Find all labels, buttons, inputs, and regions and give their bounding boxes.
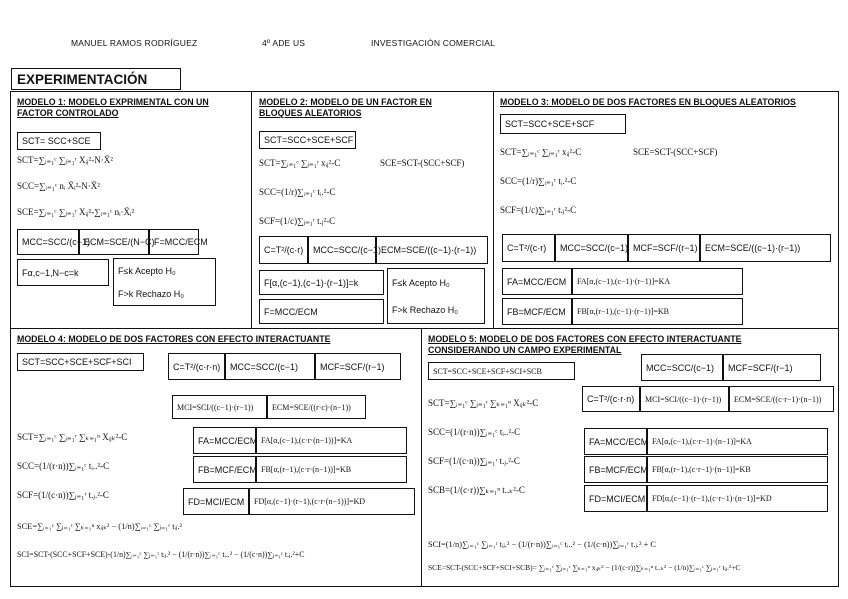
m1-reject-rule: F>k Rechazo H₀: [118, 288, 185, 299]
m2-fcrit-box: F[α,(c−1),(c−1)·(r−1)]=k: [259, 270, 384, 295]
m4-fd-crit-box: FD[α,(c−1)·(r−1),(c·r·(n−1))]=KD: [249, 488, 415, 515]
m4-scc-formula: SCC=(1/(r·n))∑ᵢ₌₁ᶜ tᵢ..²-C: [17, 461, 110, 471]
m2-scc-formula: SCC=(1/r)∑ᵢ₌₁ᶜ tᵢ.²-C: [259, 187, 336, 197]
m2-decision-box: [387, 268, 485, 324]
m2-c-box: C=T²/(c·r): [259, 236, 308, 264]
m1-ecm-box: ECM=SCE/(N−C): [79, 229, 149, 255]
m1-accept-rule: F≤k Acepto H₀: [118, 265, 176, 276]
m3-scf-formula: SCF=(1/c)∑ⱼ₌₁ʳ t.ⱼ²-C: [500, 205, 577, 215]
m2-title: MODELO 2: MODELO DE UN FACTOR EN BLOQUES ALEATORIOS: [259, 97, 432, 118]
m3-fa-box: FA=MCC/ECM: [502, 268, 572, 295]
m3-scc-formula: SCC=(1/r)∑ᵢ₌₁ᶜ tᵢ.²-C: [500, 176, 577, 186]
m1-fcrit-box: Fα,c−1,N−c=k: [17, 259, 109, 286]
m3-ecm-box: ECM=SCE/((c−1)·(r−1)): [700, 234, 831, 262]
m4-sce-formula: SCE=∑ᵢ₌₁ᶜ ∑ⱼ₌₁ʳ ∑ₖ₌₁ⁿ xᵢⱼₖ² − (1/n)∑ᵢ₌₁ᶜ ∑ⱼ₌₁ʳ tᵢⱼ.²: [17, 522, 182, 531]
m5-mcf-box: MCF=SCF/(r−1): [723, 354, 821, 381]
m3-title: MODELO 3: MODELO DE DOS FACTORES EN BLOQUES ALEATORIOS: [500, 97, 796, 107]
m5-sce-formula: SCE=SCT-(SCC+SCF+SCI+SCB)= ∑ᵢ₌₁ᶜ ∑ⱼ₌₁ʳ ∑ₖ₌₁ⁿ xᵢⱼₖ² − (1/(c·r))∑ₖ₌₁ⁿ t..ₖ² − (1/n)∑ᵢ₌₁ᶜ ∑ⱼ₌₁ʳ tᵢⱼ.²+C: [428, 563, 741, 572]
m2-accept-rule: F≤k Acepto H₀: [392, 277, 450, 288]
m3-fa-crit-box: FA[α,(c−1),(c−1)·(r−1)]=KA: [572, 268, 743, 295]
m4-mcf-box: MCF=SCF/(r−1): [315, 353, 401, 380]
m5-fa-crit-box: FA[α,(c−1),(c·r−1)·(n−1)]=KA: [647, 428, 828, 455]
m5-mci-box: MCI=SCI/((c−1)·(r−1)): [640, 386, 729, 412]
m4-fb-box: FB=MCF/ECM: [193, 456, 256, 483]
m1-decision-box: [113, 258, 216, 306]
m3-sce-formula: SCE=SCT-(SCC+SCF): [633, 147, 718, 157]
m3-fb-box: FB=MCF/ECM: [502, 298, 572, 325]
divider-m4-m5: [421, 328, 422, 587]
m5-fb-crit-box: FB[α,(r−1),(c·r−1)·(n−1)]=KB: [647, 456, 828, 483]
m3-sct-box: SCT=SCC+SCE+SCF: [500, 114, 626, 134]
m2-f-box: F=MCC/ECM: [259, 299, 384, 324]
m4-sct-box: SCT=SCC+SCE+SCF+SCI: [17, 353, 144, 371]
m4-c-box: C=T²/(c·r·n): [168, 353, 225, 380]
author-name: MANUEL RAMOS RODRÍGUEZ: [71, 38, 198, 48]
m4-fb-crit-box: FB[α,(r−1),(c·r·(n−1))]=KB: [256, 456, 407, 483]
m5-fd-box: FD=MCI/ECM: [584, 485, 647, 512]
subject-label: INVESTIGACIÓN COMERCIAL: [371, 38, 496, 48]
m4-sci-formula: SCI=SCT-(SCC+SCF+SCE)-(1/n)∑ᵢ₌₁ᶜ ∑ⱼ₌₁ʳ tᵢⱼ.² − (1/(r·n))∑ᵢ₌₁ᶜ tᵢ..² − (1/(c·n))∑ⱼ₌₁ʳ t.ⱼ.²+C: [17, 550, 305, 559]
m5-scc-formula: SCC=(1/(r·n))∑ᵢ₌₁ᶜ tᵢ..²-C: [428, 427, 521, 437]
m4-mcc-box: MCC=SCC/(c−1): [225, 353, 315, 380]
m3-sct-formula: SCT=∑ᵢ₌₁ᶜ ∑ⱼ₌₁ʳ xᵢⱼ²-C: [500, 147, 582, 157]
m3-c-box: C=T²/(c·r): [502, 234, 555, 262]
m5-fa-box: FA=MCC/ECM: [584, 428, 647, 455]
m4-fa-crit-box: FA[α,(c−1),(c·r·(n−1))]=KA: [256, 427, 407, 454]
m1-title: MODELO 1: MODELO EXPRIMENTAL CON UN FACTOR CONTROLADO: [17, 97, 209, 118]
m2-scf-formula: SCF=(1/c)∑ⱼ₌₁ʳ t.ⱼ²-C: [259, 216, 336, 226]
m1-sce-formula: SCE=∑ᵢ₌₁ᶜ ∑ⱼ₌₁ʳ Xᵢⱼ²-∑ᵢ₌₁ᶜ nᵢ·X̄ᵢ²: [17, 207, 135, 217]
m5-fd-crit-box: FD[α,(c−1)·(r−1),(c·r−1)·(n−1)]=KD: [647, 485, 828, 512]
m2-reject-rule: F>k Rechazo H₀: [392, 304, 459, 315]
page-title: EXPERIMENTACIÓN: [11, 68, 181, 90]
m4-fd-box: FD=MCI/ECM: [183, 488, 249, 515]
m2-sct-formula: SCT=∑ᵢ₌₁ᶜ ∑ⱼ₌₁ʳ xᵢⱼ²-C: [259, 158, 341, 168]
divider-m2-m3: [493, 91, 494, 329]
m5-sct-box: SCT=SCC+SCE+SCF+SCI+SCB: [428, 362, 575, 380]
m1-mcc-box: MCC=SCC/(c−1): [17, 229, 79, 255]
m4-sct-formula: SCT=∑ᵢ₌₁ᶜ ∑ⱼ₌₁ʳ ∑ₖ₌₁ⁿ Xᵢⱼₖ²-C: [17, 432, 128, 442]
m4-fa-box: FA=MCC/ECM: [193, 427, 256, 454]
m1-sct-box: SCT= SCC+SCE: [17, 132, 101, 150]
m5-title: MODELO 5: MODELO DE DOS FACTORES CON EFECTO INTERACTUANTE CONSIDERANDO UN CAMPO EXPERIMENTAL: [428, 334, 742, 355]
m3-mcf-box: MCF=SCF/(r−1): [628, 234, 700, 262]
m5-mcc-box: MCC=SCC/(c−1): [641, 354, 723, 381]
m2-sce-formula: SCE=SCT-(SCC+SCF): [380, 158, 465, 168]
m4-scf-formula: SCF=(1/(c·n))∑ⱼ₌₁ʳ t.ⱼ.²-C: [17, 490, 109, 500]
m3-fb-crit-box: FB[α,(r−1),(c−1)·(r−1)]=KB: [572, 298, 743, 325]
m4-ecm-box: ECM=SCE/((r·c)·(n−1)): [267, 395, 366, 419]
m2-mcc-box: MCC=SCC/(c−1): [308, 236, 376, 264]
m5-scb-formula: SCB=(1/(c·r))∑ₖ₌₁ⁿ t..ₖ²-C: [428, 485, 525, 495]
m1-scc-formula: SCC=∑ᵢ₌₁ᶜ nᵢ X̄ᵢ²-N·X̄²: [17, 181, 100, 191]
m5-fb-box: FB=MCF/ECM: [584, 456, 647, 483]
m4-mci-box: MCI=SCI/((c−1)·(r−1)): [172, 395, 267, 419]
m5-c-box: C=T²/(c·r·n): [582, 386, 640, 412]
divider-row: [10, 328, 839, 329]
m5-sct-formula: SCT=∑ᵢ₌₁ᶜ ∑ⱼ₌₁ʳ ∑ₖ₌₁ⁿ Xᵢⱼₖ²-C: [428, 398, 539, 408]
m1-f-box: F=MCC/ECM: [149, 229, 199, 255]
m1-sct-formula: SCT=∑ᵢ₌₁ᶜ ∑ⱼ₌₁ʳ Xᵢⱼ²-N·X̄²: [17, 155, 113, 165]
m3-mcc-box: MCC=SCC/(c−1): [555, 234, 628, 262]
m5-sci-formula: SCI=(1/n)∑ᵢ₌₁ᶜ ∑ⱼ₌₁ʳ tᵢⱼ.² − (1/(r·n))∑ᵢ₌₁ᶜ tᵢ..² − (1/(c·n))∑ⱼ₌₁ʳ t.ⱼ.² + C: [428, 540, 657, 549]
m2-ecm-box: ECM=SCE/((c−1)·(r−1)): [376, 236, 488, 264]
course-label: 4º ADE US: [262, 38, 306, 48]
m5-ecm-box: ECM=SCE/((c·r−1)·(n−1)): [729, 386, 834, 412]
m4-title: MODELO 4: MODELO DE DOS FACTORES CON EFECTO INTERACTUANTE: [17, 334, 331, 344]
m2-sct-box: SCT=SCC+SCE+SCF: [259, 131, 356, 149]
divider-m1-m2: [251, 91, 252, 329]
m5-scf-formula: SCF=(1/(c·n))∑ⱼ₌₁ʳ t.ⱼ.²-C: [428, 456, 520, 466]
